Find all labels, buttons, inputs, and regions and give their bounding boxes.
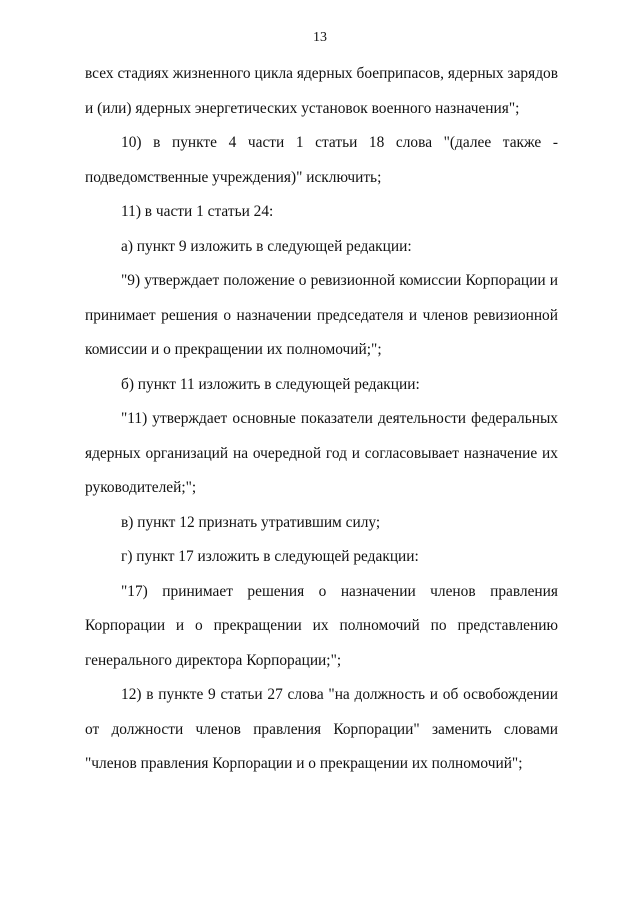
paragraph-quote-11: "11) утверждает основные показатели деятельности федеральных ядерных организаций на очередной год и согласовывает назначение их руководителей;"; [85, 410, 558, 496]
paragraph-item-11: 11) в части 1 статьи 24: [121, 203, 274, 220]
paragraph-item-12: 12) в пункте 9 статьи 27 слова "на должность и об освобождении от должности членов правления Корпорации" заменить словами "членов правления Корпорации и о прекращении их полномочий"; [85, 686, 558, 772]
document-body [85, 57, 558, 782]
paragraph-subitem-a: а) пункт 9 изложить в следующей редакции: [121, 237, 412, 255]
paragraph-quote-17: "17) принимает решения о назначении членов правления Корпорации и о прекращении их полномочий по представлению генерального директора Корпорации;"; [85, 582, 558, 669]
page-number: 13 [313, 30, 327, 45]
paragraph-subitem-v: в) пункт 12 признать утратившим силу; [121, 513, 381, 531]
paragraph-subitem-g: г) пункт 17 изложить в следующей редакции: [121, 548, 419, 565]
paragraph-quote-9: "9) утверждает положение о ревизионной комиссии Корпорации и принимает решения о назначении председателя и членов ревизионной комиссии и о прекращении их полномочий;"; [85, 272, 558, 358]
paragraph-item-10: 10) в пункте 4 части 1 статьи 18 слова "(далее также - подведомственные учреждения)" исключить; [85, 134, 558, 186]
paragraph-subitem-b: б) пункт 11 изложить в следующей редакции: [121, 375, 420, 393]
paragraph-continuation: всех стадиях жизненного цикла ядерных боеприпасов, ядерных зарядов и (или) ядерных энергетических установок военного назначения"; [85, 65, 558, 117]
